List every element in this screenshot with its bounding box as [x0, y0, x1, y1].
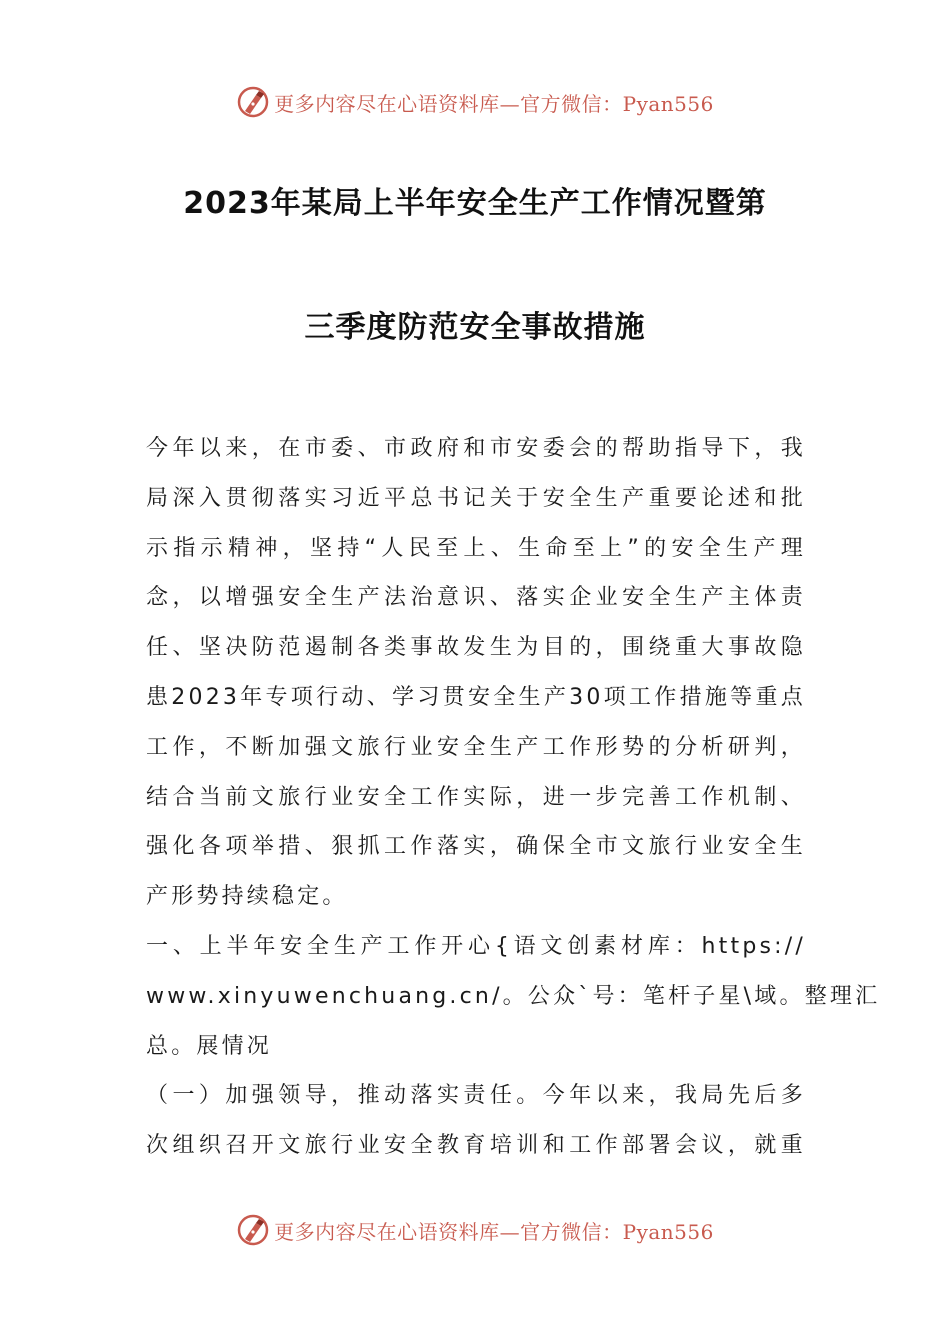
section-heading-line: www.xinyuwenchuang.cn/。公众`号：笔杆子星\域。整理汇 [146, 983, 881, 1009]
document-title-line-1: 2023年某局上半年安全生产工作情况暨第 [183, 186, 767, 221]
header-watermark [0, 82, 950, 122]
watermark-text: 更多内容尽在心语资料库—官方微信：Pyan556 [274, 1219, 714, 1244]
body-line: 次组织召开文旅行业安全教育培训和工作部署会议，就重 [146, 1133, 806, 1159]
body-line: 今年以来，在市委、市政府和市安委会的帮助指导下，我 [146, 436, 806, 461]
body-line: （一）加强领导，推动落实责任。今年以来，我局先后多 [146, 1083, 806, 1109]
body-line: 局深入贯彻落实习近平总书记关于安全生产重要论述和批 [146, 485, 806, 511]
document-title-line-2: 三季度防范安全事故措施 [304, 310, 646, 345]
body-line: 工作，不断加强文旅行业安全生产工作形势的分析研判， [146, 734, 806, 760]
watermark-text: 更多内容尽在心语资料库—官方微信：Pyan556 [274, 91, 714, 116]
body-line: 念，以增强安全生产法治意识、落实企业安全生产主体责 [146, 585, 806, 611]
body-line: 结合当前文旅行业安全工作实际，进一步完善工作机制、 [146, 784, 806, 810]
pen-nib-icon [236, 1213, 270, 1247]
pen-nib-icon [236, 85, 270, 119]
body-line: 示指示精神，坚持“人民至上、生命至上”的安全生产理 [146, 535, 806, 561]
body-line: 强化各项举措、狠抓工作落实，确保全市文旅行业安全生 [146, 834, 806, 860]
body-line: 产形势持续稳定。 [146, 884, 348, 910]
document-body [146, 424, 881, 1171]
section-heading-line: 一、上半年安全生产工作开心{语文创素材库：https:// [146, 933, 806, 959]
body-line: 患2023年专项行动、学习贯安全生产30项工作措施等重点 [146, 684, 806, 710]
section-heading-line: 总。展情况 [146, 1033, 273, 1059]
body-line: 任、坚决防范遏制各类事故发生为目的，围绕重大事故隐 [146, 635, 806, 661]
footer-watermark [0, 1210, 950, 1250]
